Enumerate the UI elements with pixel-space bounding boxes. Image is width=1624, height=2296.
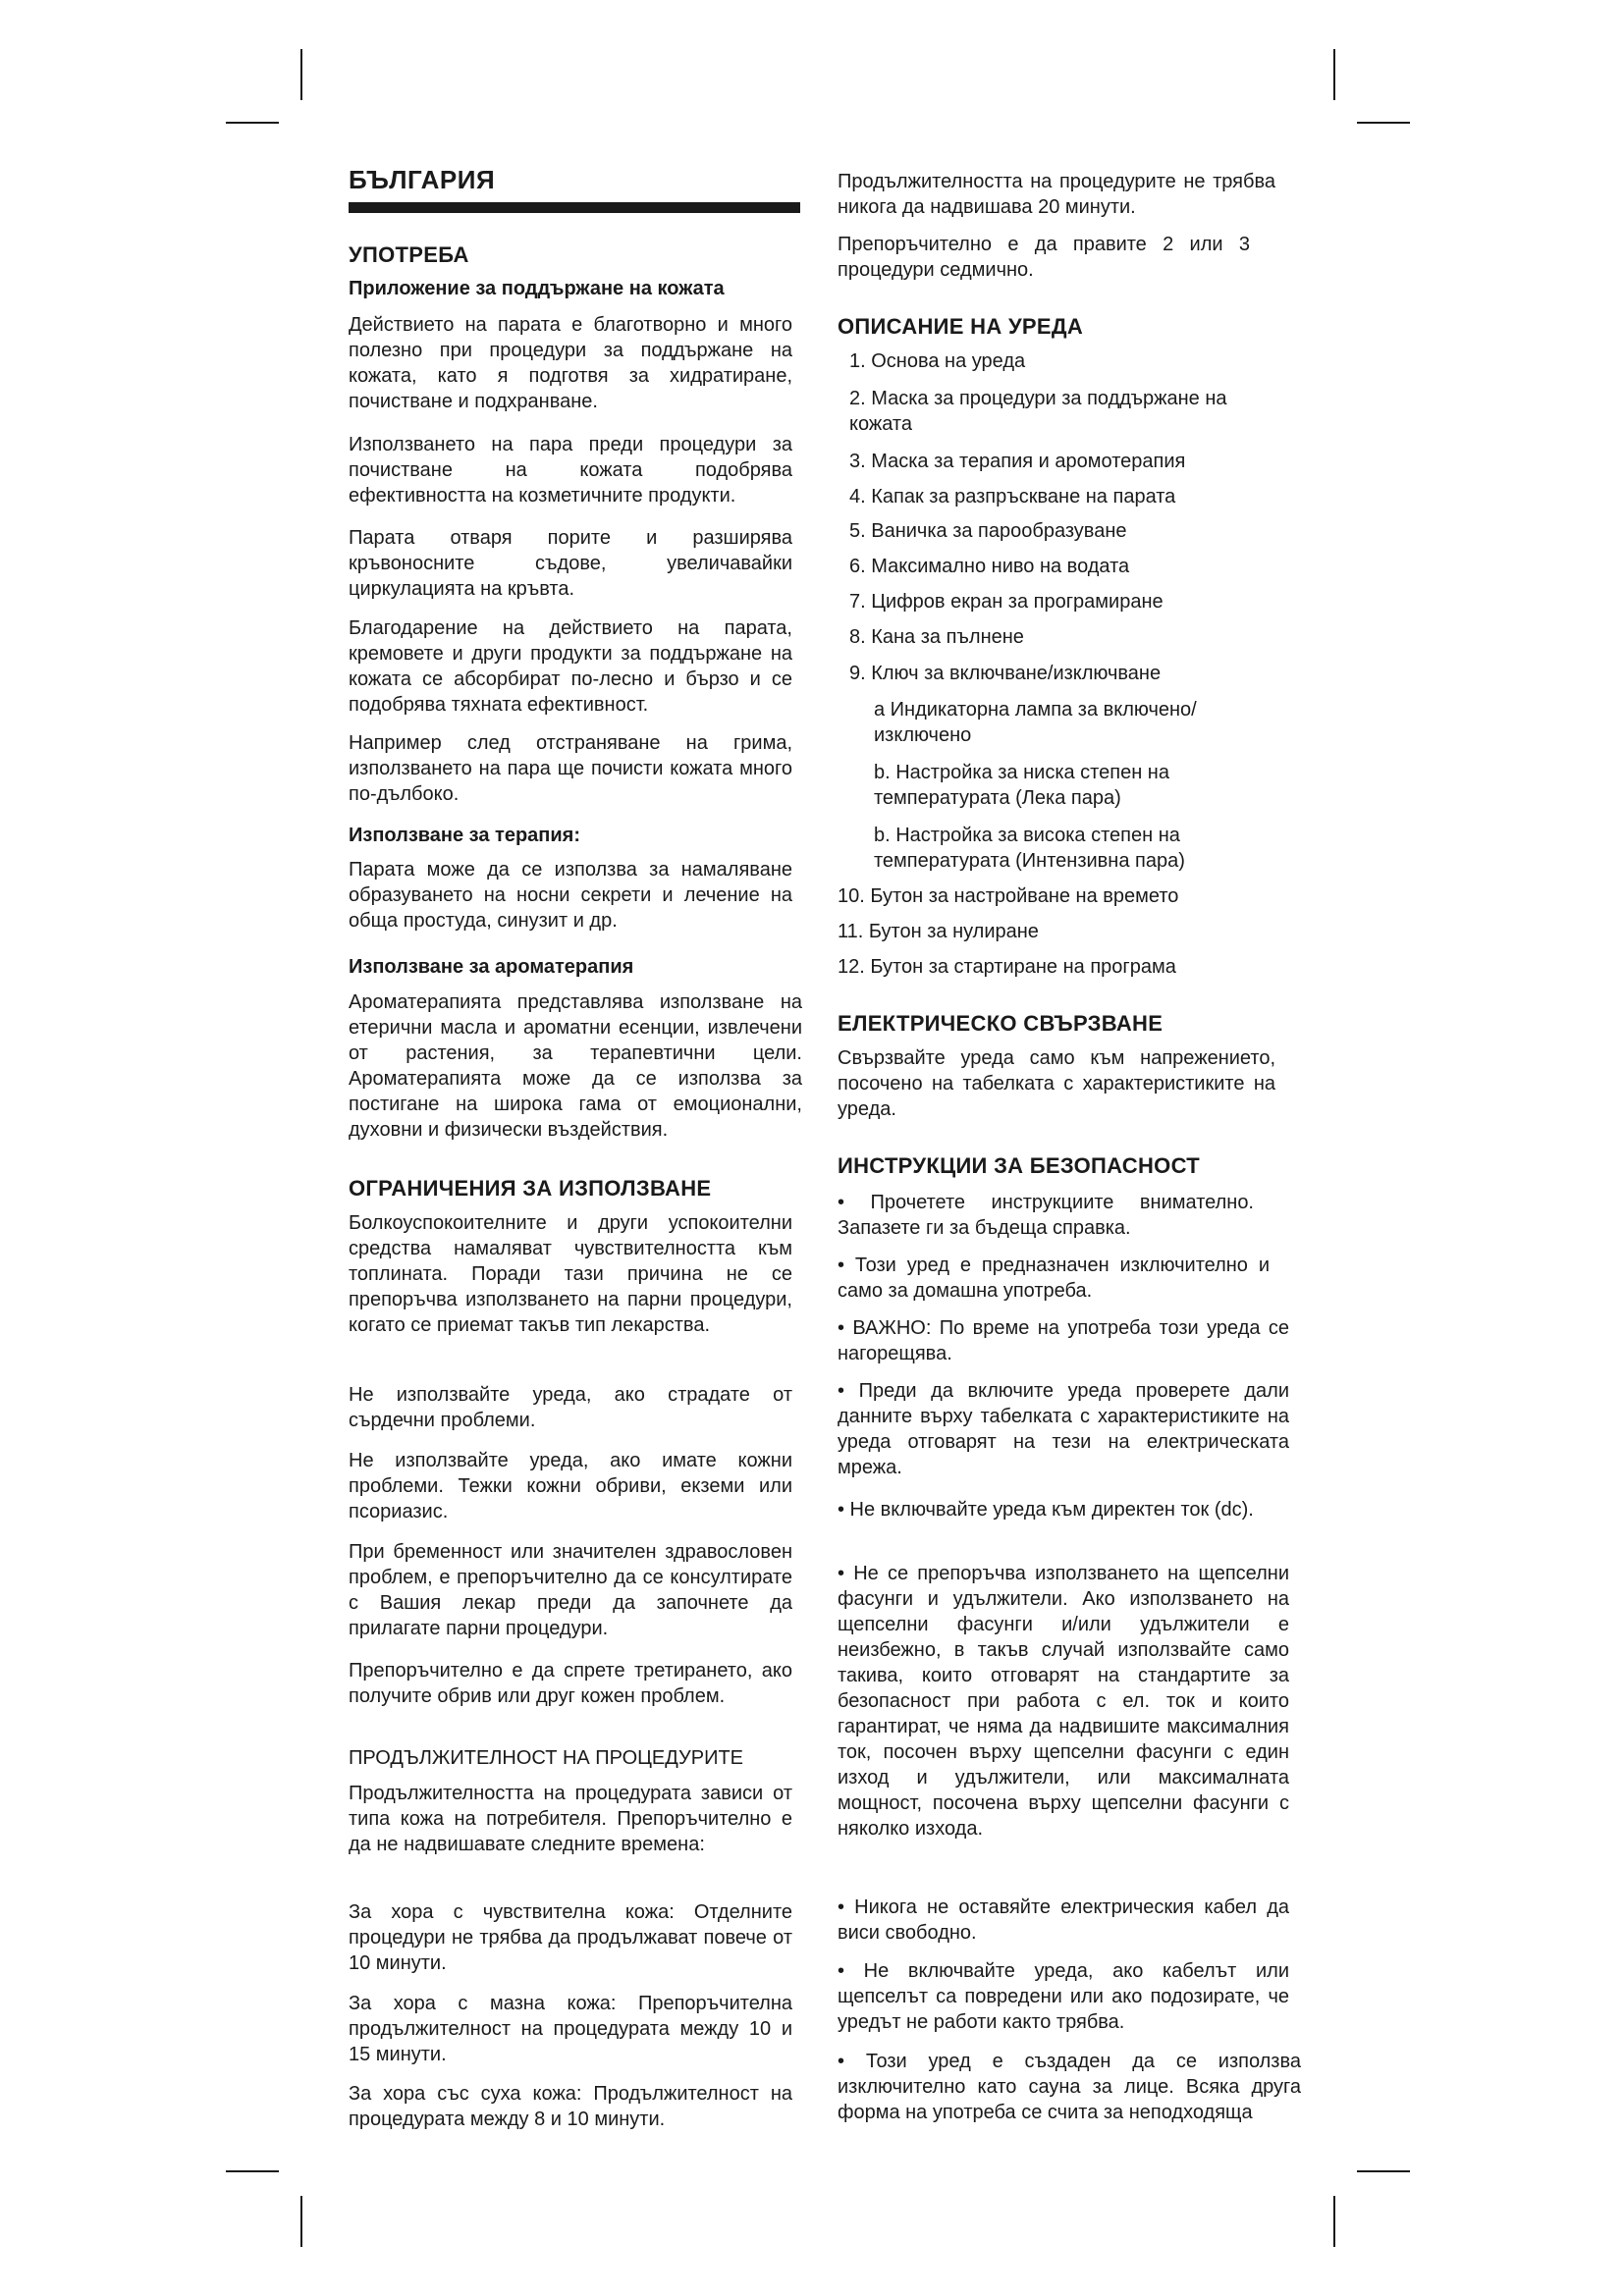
safety-item: • Този уред е предназначен изключително и само за домашна употреба. [838,1255,1270,1302]
skin-paragraph: Действието на парата е благотворно и много полезно при процедури за поддържане на кожата, като я подготвя за хидратиране, почистване и подхранване. [349,314,792,412]
safety-heading: ИНСТРУКЦИИ ЗА БЕЗОПАСНОСТ [838,1153,1200,1178]
safety-item: • Преди да включите уреда проверете дали данните върху табелката с характеристиките на уреда отговарят на тези на електрическата мрежа. [838,1380,1289,1478]
therapy-subheading: Използване за терапия: [349,825,580,846]
list-item: 11. Бутон за нулиране [838,921,1039,942]
list-item: 2. Маска за процедури за поддържане на кожата [849,388,1227,435]
skin-subheading: Приложение за поддържане на кожата [349,278,725,299]
aroma-subheading: Използване за ароматерапия [349,956,634,978]
limits-paragraph: При бременност или значителен здравословен проблем, е препоръчително да се консултирате с Вашия лекар преди да започнете да прилагате парни процедури. [349,1541,792,1639]
duration-note: Продължителността на процедурите не трябва никога да надвишава 20 минути. [838,171,1275,218]
list-item: 4. Капак за разпръскване на парата [849,486,1176,507]
crop-mark [1333,2196,1335,2247]
list-item: 7. Цифров екран за програмиране [849,591,1164,613]
crop-mark [226,122,279,124]
list-item: 5. Ваничка за парообразуване [849,520,1127,542]
limits-paragraph: Препоръчително е да спрете третирането, ако получите обрив или друг кожен проблем. [349,1660,792,1707]
limits-paragraph: Болкоуспокоителните и други успокоителни средства намаляват чувствителността към топлината. Поради тази причина не се препоръчва използването на парни процедури, когато се приемат такъв тип лекарства. [349,1212,792,1336]
duration-paragraph: За хора с мазна кожа: Препоръчителна продължителност на процедурата между 10 и 15 минути. [349,1993,792,2065]
crop-mark [1333,49,1335,100]
crop-mark [1357,2170,1410,2172]
limits-paragraph: Не използвайте уреда, ако имате кожни проблеми. Тежки кожни обриви, екземи или псориазис. [349,1450,792,1522]
usage-heading: УПОТРЕБА [349,242,469,267]
country-title: БЪЛГАРИЯ [349,165,496,194]
safety-item: • Прочетете инструкциите внимателно. Запазете ги за бъдеща справка. [838,1192,1254,1239]
safety-item: • Този уред е създаден да се използва изключително като сауна за лице. Всяка друга форма на употреба се счита за неподходяща [838,2051,1301,2123]
list-item: 1. Основа на уреда [849,350,1026,372]
skin-paragraph: Парата отваря порите и разширява кръвоносните съдове, увеличавайки циркулацията на кръвта. [349,527,792,600]
list-item: 12. Бутон за стартиране на програма [838,956,1176,978]
duration-heading: ПРОДЪЛЖИТЕЛНОСТ НА ПРОЦЕДУРИТЕ [349,1747,744,1769]
safety-item: • Не включвайте уреда към директен ток (dc). [838,1499,1254,1521]
frequency-note: Препоръчително е да правите 2 или 3 процедури седмично. [838,234,1250,281]
list-item: 9. Ключ за включване/изключване [849,663,1162,684]
crop-mark [300,2196,302,2247]
electrical-paragraph: Свързвайте уреда само към напрежението, посочено на табелката с характеристиките на уреда. [838,1047,1275,1120]
skin-paragraph: Използването на пара преди процедури за почистване на кожата подобрява ефективността на козметичните продукти. [349,434,792,507]
limits-heading: ОГРАНИЧЕНИЯ ЗА ИЗПОЛЗВАНЕ [349,1176,712,1201]
skin-paragraph: Благодарение на действието на парата, кремовете и други продукти за поддържане на кожата се абсорбират по-лесно и бързо и се подобрява тяхната ефективност. [349,617,792,716]
list-item: 10. Бутон за настройване на времето [838,885,1179,907]
list-subitem: b. Настройка за висока степен на температурата (Интензивна пара) [874,825,1185,872]
skin-paragraph: Например след отстраняване на грима, използването на пара ще почисти кожата много по-дълбоко. [349,732,792,805]
therapy-paragraph: Парата може да се използва за намаляване образуването на носни секрети и лечение на обща простуда, синузит и др. [349,859,792,932]
crop-mark [226,2170,279,2172]
crop-mark [300,49,302,100]
duration-paragraph: За хора с чувствителна кожа: Отделните процедури не трябва да продължават повече от 10 минути. [349,1901,792,1974]
duration-paragraph: Продължителността на процедурата зависи от типа кожа на потребителя. Препоръчително е да не надвишавате следните времена: [349,1783,792,1855]
description-heading: ОПИСАНИЕ НА УРЕДА [838,314,1084,339]
limits-paragraph: Не използвайте уреда, ако страдате от сърдечни проблеми. [349,1384,792,1431]
safety-item: • Никога не оставяйте електрическия кабел да виси свободно. [838,1896,1289,1944]
list-item: 6. Максимално ниво на водата [849,556,1130,577]
safety-item: • Не включвайте уреда, ако кабелът или щепселът са повредени или ако подозирате, че уредът не работи както трябва. [838,1960,1289,2033]
list-item: 3. Маска за терапия и аромотерапия [849,451,1186,472]
crop-mark [1357,122,1410,124]
list-item: 8. Кана за пълнене [849,626,1024,648]
list-subitem: а Индикаторна лампа за включено/ изключено [874,699,1197,746]
title-rule [349,202,800,213]
list-subitem: b. Настройка за ниска степен на температурата (Лека пара) [874,762,1169,809]
duration-paragraph: За хора със суха кожа: Продължителност на процедурата между 8 и 10 минути. [349,2083,792,2130]
safety-item: • ВАЖНО: По време на употреба този уреда се нагорещява. [838,1317,1289,1364]
safety-item: • Не се препоръчва използването на щепселни фасунги и удължители. Ако използването на щепселни фасунги и/или удължители е неизбежно, в такъв случай използвайте само такива, които отговарят на стандартите за безопасност при работа с ел. ток и които гарантират, че няма да надвишите максималния ток, посочен върху щепселни фасунги с един изход и удължители, или максималната мощност, посочена върху щепселни фасунги с няколко изхода. [838,1563,1289,1840]
aroma-paragraph: Ароматерапията представлява използване на етерични масла и ароматни есенции, извлечени от растения, за терапевтични цели. Ароматерапията може да се използва за постигане на широка гама от емоционални, духовни и физически въздействия. [349,991,802,1141]
electrical-heading: ЕЛЕКТРИЧЕСКО СВЪРЗВАНЕ [838,1011,1164,1036]
